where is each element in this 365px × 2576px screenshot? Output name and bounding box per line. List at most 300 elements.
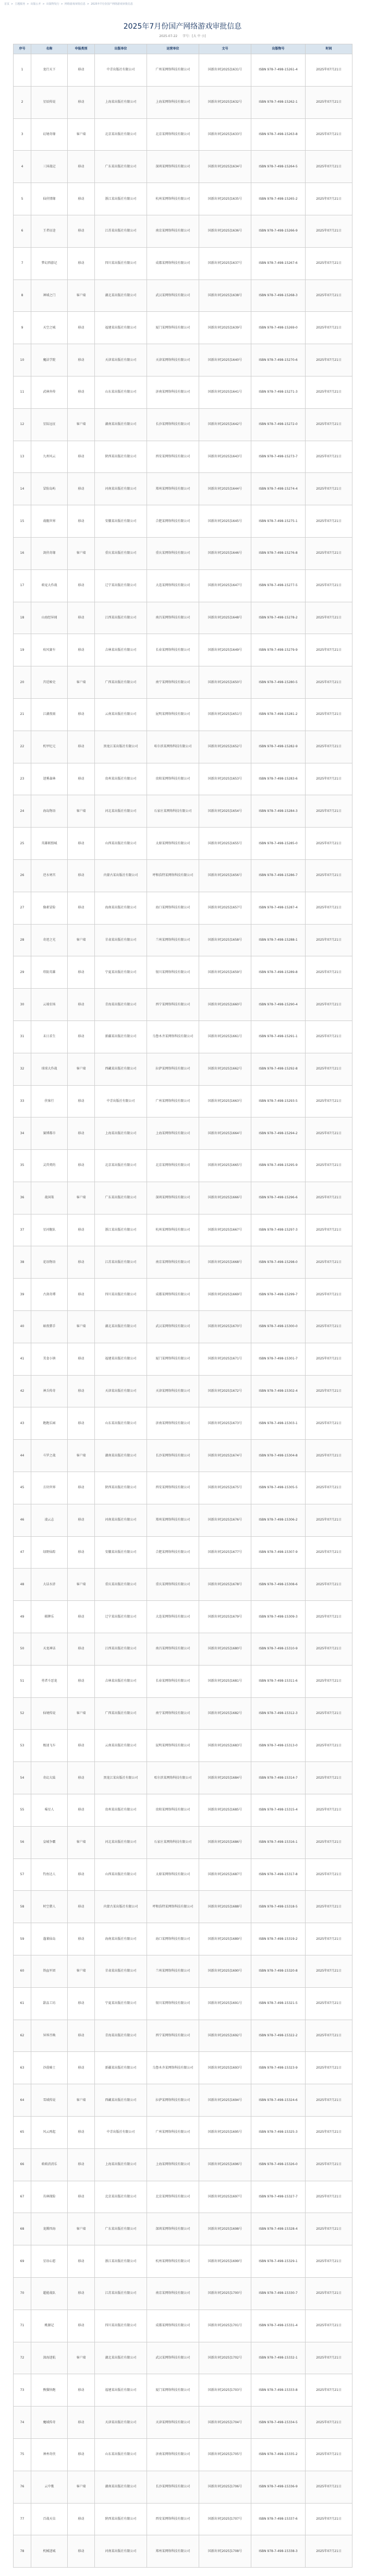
col-category-cell: 移动: [68, 1375, 95, 1407]
col-name-cell: 仙侠情缘: [31, 183, 68, 215]
col-name-cell: 暗夜猎手: [31, 1311, 68, 1343]
col-category-cell: 移动: [68, 2052, 95, 2084]
col-publisher-cell: 湖南某出版社有限公司: [95, 1440, 147, 1472]
col-publisher-cell: 北京某出版社有限公司: [95, 2181, 147, 2213]
table-row: [14, 1246, 352, 1279]
table-row: [14, 1279, 352, 1311]
col-index-cell: 4: [14, 151, 31, 183]
col-approval-no-cell: 国新出审[2025]1683号: [199, 1730, 251, 1762]
col-category-cell: 移动: [68, 731, 95, 763]
col-operator-cell: 拉萨某网络科技有限公司: [147, 2084, 199, 2117]
col-index-cell: 7: [14, 247, 31, 280]
col-publisher-cell: 江苏某出版社有限公司: [95, 215, 147, 247]
col-approval-no-cell: 国新出审[2025]1653号: [199, 763, 251, 795]
col-isbn-cell: ISBN 978-7-498-15311-6: [251, 1665, 306, 1697]
col-name-cell: 战舰世界: [31, 505, 68, 538]
col-approval-no-cell: 国新出审[2025]1634号: [199, 151, 251, 183]
col-name-cell: 球球大作战: [31, 1053, 68, 1085]
table-row: [14, 2310, 352, 2342]
col-date-cell: 2025年07月21日: [306, 859, 352, 892]
col-name-cell: 龙行天下: [31, 54, 68, 87]
col-isbn-cell: ISBN 978-7-498-15322-2: [251, 2020, 306, 2052]
table-row: [14, 1343, 352, 1375]
col-approval-no-cell: 国新出审[2025]1679号: [199, 1601, 251, 1633]
col-publisher-cell: 重庆某出版社有限公司: [95, 1569, 147, 1601]
col-operator-cell: 南宁某网络科技有限公司: [147, 666, 199, 699]
col-name-cell: 奇迹之光: [31, 924, 68, 956]
col-index-cell: 5: [14, 183, 31, 215]
table-row: [14, 763, 352, 795]
col-index-cell: 69: [14, 2245, 31, 2278]
col-category-cell: 移动: [68, 1987, 95, 2020]
col-date-cell: 2025年07月21日: [306, 1375, 352, 1407]
col-operator-cell: 上海某网络科技有限公司: [147, 2148, 199, 2181]
col-publisher-cell: 上海某出版社有限公司: [95, 2148, 147, 2181]
col-approval-no-cell: 国新出审[2025]1632号: [199, 86, 251, 118]
col-name-cell: 魔域传奇: [31, 2407, 68, 2439]
col-isbn-cell: ISBN 978-7-498-15328-4: [251, 2213, 306, 2245]
col-category-cell: 客户端: [68, 2213, 95, 2245]
col-operator-cell: 杭州某网络科技有限公司: [147, 183, 199, 215]
col-category-cell: 客户端: [68, 1697, 95, 1730]
col-operator-cell: 厦门某网络科技有限公司: [147, 1343, 199, 1375]
col-isbn-cell: ISBN 978-7-498-15334-5: [251, 2407, 306, 2439]
col-category-cell: 移动: [68, 1407, 95, 1440]
col-category-cell: 移动: [68, 2277, 95, 2310]
col-isbn-cell: ISBN 978-7-498-15302-4: [251, 1375, 306, 1407]
col-publisher-cell: 北京某出版社有限公司: [95, 1150, 147, 1182]
col-index-cell: 67: [14, 2181, 31, 2213]
col-publisher-cell: 上海某出版社有限公司: [95, 86, 147, 118]
col-isbn-cell: ISBN 978-7-498-15320-8: [251, 1955, 306, 1988]
col-publisher-cell: 山东某出版社有限公司: [95, 1407, 147, 1440]
col-isbn-cell: ISBN 978-7-498-15272-0: [251, 408, 306, 441]
table-row: [14, 1214, 352, 1246]
col-date-cell: 2025年07月21日: [306, 1085, 352, 1117]
col-category-cell: 移动: [68, 2245, 95, 2278]
col-approval-no-cell: 国新出审[2025]1658号: [199, 924, 251, 956]
col-isbn-cell: ISBN 978-7-498-15310-9: [251, 1633, 306, 1666]
col-isbn-cell: ISBN 978-7-498-15293-5: [251, 1085, 306, 1117]
col-name-cell: 战国策: [31, 1182, 68, 1214]
col-publisher-cell: 重庆某出版社有限公司: [95, 537, 147, 569]
col-date-cell: 2025年07月21日: [306, 2503, 352, 2535]
col-index-cell: 37: [14, 1214, 31, 1246]
col-index-cell: 71: [14, 2310, 31, 2342]
table-row: [14, 1858, 352, 1891]
table-row: [14, 1601, 352, 1633]
col-approval-no-cell: 国新出审[2025]1692号: [199, 2020, 251, 2052]
col-operator-cell: 呼和浩特某网络科技有限公司: [147, 859, 199, 892]
font-size-control[interactable]: 字号：[大 中 小]: [182, 34, 206, 38]
col-isbn-cell: ISBN 978-7-498-15297-3: [251, 1214, 306, 1246]
col-isbn-cell: ISBN 978-7-498-15305-5: [251, 1472, 306, 1504]
col-index-cell: 68: [14, 2213, 31, 2245]
col-operator-cell: 济南某网络科技有限公司: [147, 2438, 199, 2471]
col-isbn-cell: ISBN 978-7-498-15291-1: [251, 1020, 306, 1053]
col-index-cell: 8: [14, 280, 31, 312]
table-row: [14, 2245, 352, 2278]
col-date-cell: 2025年07月21日: [306, 989, 352, 1021]
col-date-cell: 2025年07月21日: [306, 602, 352, 634]
col-index-cell: 73: [14, 2374, 31, 2407]
table-row: [14, 2535, 352, 2568]
col-isbn-cell: ISBN 978-7-498-15309-3: [251, 1601, 306, 1633]
col-name-cell: 侠客行: [31, 1085, 68, 1117]
col-date-cell: 2025年07月21日: [306, 118, 352, 151]
col-date-cell: 2025年07月21日: [306, 1697, 352, 1730]
approval-table: [13, 44, 352, 2568]
col-name-cell: 逆水寒宫: [31, 859, 68, 892]
col-index-cell: 75: [14, 2438, 31, 2471]
col-approval-no-cell: 国新出审[2025]1654号: [199, 795, 251, 828]
col-isbn-cell: ISBN 978-7-498-15292-8: [251, 1053, 306, 1085]
col-date-cell: 2025年07月21日: [306, 666, 352, 699]
col-name-cell: 塔防英雄: [31, 956, 68, 989]
col-index-cell: 42: [14, 1375, 31, 1407]
col-operator-cell: 郑州某网络科技有限公司: [147, 1504, 199, 1536]
col-index-cell: 15: [14, 505, 31, 538]
col-publisher-cell: 新疆某出版社有限公司: [95, 1020, 147, 1053]
col-name-cell: 天空之城: [31, 312, 68, 344]
col-approval-no-cell: 国新出审[2025]1686号: [199, 1826, 251, 1858]
col-publisher-cell: 云南某出版社有限公司: [95, 1730, 147, 1762]
col-approval-no-cell: 国新出审[2025]1677号: [199, 1536, 251, 1569]
col-operator-cell: 上海某网络科技有限公司: [147, 1117, 199, 1150]
col-date-cell: 2025年07月21日: [306, 2052, 352, 2084]
col-name-cell: 丛林探险: [31, 2181, 68, 2213]
col-publisher-cell: 山西某出版社有限公司: [95, 828, 147, 860]
col-date-cell: 2025年07月21日: [306, 151, 352, 183]
col-isbn-cell: ISBN 978-7-498-15270-6: [251, 344, 306, 376]
col-publisher-cell: 中青出版社有限公司: [95, 1085, 147, 1117]
col-isbn-cell: ISBN 978-7-498-15296-6: [251, 1182, 306, 1214]
col-isbn-cell: ISBN 978-7-498-15316-1: [251, 1826, 306, 1858]
col-name-cell: 云中歌: [31, 2471, 68, 2503]
col-name-cell: 美食小镇: [31, 1343, 68, 1375]
col-publisher-cell: 安徽某出版社有限公司: [95, 505, 147, 538]
col-publisher-cell: 四川某出版社有限公司: [95, 1279, 147, 1311]
col-operator-cell: 重庆某网络科技有限公司: [147, 537, 199, 569]
col-publisher-cell: 福建某出版社有限公司: [95, 1343, 147, 1375]
table-row: [14, 956, 352, 989]
col-category-cell: 移动: [68, 312, 95, 344]
col-category-cell: 客户端: [68, 2084, 95, 2117]
col-index-cell: 9: [14, 312, 31, 344]
col-date-cell: 2025年07月21日: [306, 86, 352, 118]
col-operator-cell: 贵阳某网络科技有限公司: [147, 1794, 199, 1827]
col-publisher-cell: 河北某出版社有限公司: [95, 795, 147, 828]
col-category-cell: 客户端: [68, 1569, 95, 1601]
col-approval-no-cell: 国新出审[2025]1682号: [199, 1697, 251, 1730]
table-row: [14, 569, 352, 602]
col-isbn-cell: ISBN 978-7-498-15307-9: [251, 1536, 306, 1569]
col-isbn-cell: ISBN 978-7-498-15332-1: [251, 2342, 306, 2374]
col-date-cell: 2025年07月21日: [306, 763, 352, 795]
col-name-cell: 星辰传说: [31, 86, 68, 118]
table-row: [14, 1665, 352, 1697]
col-publisher-cell: 吉林某出版社有限公司: [95, 1665, 147, 1697]
col-category-cell: 客户端: [68, 795, 95, 828]
col-approval-no-cell: 国新出审[2025]1631号: [199, 54, 251, 87]
col-category-cell: 移动: [68, 1601, 95, 1633]
col-publisher-cell: 四川某出版社有限公司: [95, 247, 147, 280]
breadcrumb-item[interactable]: 首页: [4, 3, 10, 6]
col-index-cell: 30: [14, 989, 31, 1021]
col-publisher-cell: 浙江某出版社有限公司: [95, 183, 147, 215]
breadcrumb-separator: >: [60, 3, 63, 6]
col-operator-cell: 海口某网络科技有限公司: [147, 892, 199, 924]
col-approval-no-cell: 国新出审[2025]1706号: [199, 2471, 251, 2503]
col-isbn-cell: ISBN 978-7-498-15304-8: [251, 1440, 306, 1472]
col-operator-cell: 广州某网络科技有限公司: [147, 54, 199, 87]
table-row: [14, 1891, 352, 1923]
col-approval-no-cell: 国新出审[2025]1645号: [199, 505, 251, 538]
col-operator-cell: 南京某网络科技有限公司: [147, 1246, 199, 1279]
col-date-cell: 2025年07月21日: [306, 795, 352, 828]
col-index-cell: 74: [14, 2407, 31, 2439]
col-isbn-cell: ISBN 978-7-498-15263-8: [251, 118, 306, 151]
col-index-cell: 47: [14, 1536, 31, 1569]
col-isbn-cell: ISBN 978-7-498-15303-1: [251, 1407, 306, 1440]
col-category-cell: 移动: [68, 989, 95, 1021]
col-operator-cell: 南京某网络科技有限公司: [147, 215, 199, 247]
col-operator-cell: 广州某网络科技有限公司: [147, 1085, 199, 1117]
col-operator-cell: 天津某网络科技有限公司: [147, 344, 199, 376]
col-index-cell: 61: [14, 1987, 31, 2020]
col-date-cell: 2025年07月21日: [306, 828, 352, 860]
col-name-cell: 绿野仙踪: [31, 1536, 68, 1569]
col-category-cell: 客户端: [68, 280, 95, 312]
col-isbn-cell: ISBN 978-7-498-15321-5: [251, 1987, 306, 2020]
col-name-cell: 雪域传说: [31, 2084, 68, 2117]
col-name-cell: 时空猎人: [31, 1891, 68, 1923]
col-operator-cell: 哈尔滨某网络科技有限公司: [147, 1762, 199, 1794]
col-isbn-cell: ISBN 978-7-498-15266-9: [251, 215, 306, 247]
col-index-cell: 64: [14, 2084, 31, 2117]
col-publisher-cell: 北京某出版社有限公司: [95, 118, 147, 151]
col-category-cell: 移动: [68, 2374, 95, 2407]
col-date-cell: 2025年07月21日: [306, 634, 352, 666]
col-publisher-cell: 河南某出版社有限公司: [95, 2535, 147, 2568]
table-row: [14, 1794, 352, 1827]
col-category-cell: 客户端: [68, 1955, 95, 1988]
col-name-cell: 桃源记: [31, 2310, 68, 2342]
col-isbn-cell: ISBN 978-7-498-15267-6: [251, 247, 306, 280]
col-publisher-cell: 贵州某出版社有限公司: [95, 763, 147, 795]
col-publisher-cell: 海南某出版社有限公司: [95, 892, 147, 924]
approval-table-container: [13, 44, 352, 2568]
col-publisher-cell: 湖北某出版社有限公司: [95, 1311, 147, 1343]
col-category-cell: 客户端: [68, 666, 95, 699]
col-date-cell: 2025年07月21日: [306, 1601, 352, 1633]
col-name-cell: 萌萌消消乐: [31, 2148, 68, 2181]
col-index-cell: 18: [14, 602, 31, 634]
col-date-cell: 2025年07月21日: [306, 892, 352, 924]
col-date-cell: 2025年07月21日: [306, 2374, 352, 2407]
col-approval-no-cell: 国新出审[2025]1693号: [199, 2052, 251, 2084]
col-name-cell: 神州奇侠: [31, 2438, 68, 2471]
table-row: [14, 1923, 352, 1955]
col-publisher-cell: 天津某出版社有限公司: [95, 1375, 147, 1407]
col-approval-no-cell: 国新出审[2025]1639号: [199, 312, 251, 344]
col-publisher-cell: 西藏某出版社有限公司: [95, 2084, 147, 2117]
col-category-cell: 移动: [68, 215, 95, 247]
col-name-cell: 魔法学院: [31, 344, 68, 376]
table-row: [14, 86, 352, 118]
table-row: [14, 344, 352, 376]
col-index-cell: 38: [14, 1246, 31, 1279]
col-approval-no-cell: 国新出审[2025]1681号: [199, 1665, 251, 1697]
col-date-cell: 2025年07月21日: [306, 280, 352, 312]
col-isbn-cell: ISBN 978-7-498-15319-2: [251, 1923, 306, 1955]
col-isbn-cell: ISBN 978-7-498-15285-0: [251, 828, 306, 860]
col-operator-cell: 上海某网络科技有限公司: [147, 86, 199, 118]
col-name-cell: 跑跑乐园: [31, 1407, 68, 1440]
breadcrumb-item[interactable]: 出版物发行: [46, 3, 59, 6]
col-approval-no-cell: 国新出审[2025]1636号: [199, 215, 251, 247]
col-category-cell: 客户端: [68, 408, 95, 441]
col-category-cell: 客户端: [68, 1826, 95, 1858]
col-approval-no-cell: 国新出审[2025]1672号: [199, 1375, 251, 1407]
col-publisher-cell: 山东某出版社有限公司: [95, 376, 147, 408]
col-approval-no-cell: 国新出审[2025]1700号: [199, 2277, 251, 2310]
col-category-cell: 移动: [68, 2407, 95, 2439]
col-index-cell: 34: [14, 1117, 31, 1150]
col-publisher-cell: 河南某出版社有限公司: [95, 473, 147, 505]
col-index-cell: 11: [14, 376, 31, 408]
table-row: [14, 118, 352, 151]
col-isbn-cell: ISBN 978-7-498-15326-0: [251, 2148, 306, 2181]
col-name-cell: 山海经异闻: [31, 602, 68, 634]
col-isbn-cell: ISBN 978-7-498-15283-6: [251, 763, 306, 795]
table-row: [14, 2503, 352, 2535]
col-index-header: 序号: [14, 44, 31, 54]
col-operator-cell: 南宁某网络科技有限公司: [147, 1697, 199, 1730]
col-approval-no-cell: 国新出审[2025]1684号: [199, 1762, 251, 1794]
col-publisher-cell: 辽宁某出版社有限公司: [95, 1601, 147, 1633]
col-publisher-cell: 内蒙古某出版社有限公司: [95, 859, 147, 892]
col-isbn-cell: ISBN 978-7-498-15264-5: [251, 151, 306, 183]
col-operator-cell: 北京某网络科技有限公司: [147, 118, 199, 151]
col-publisher-cell: 广西某出版社有限公司: [95, 1697, 147, 1730]
col-operator-cell: 杭州某网络科技有限公司: [147, 1214, 199, 1246]
col-operator-cell: 乌鲁木齐某网络科技有限公司: [147, 1020, 199, 1053]
col-approval-no-cell: 国新出审[2025]1649号: [199, 634, 251, 666]
col-publisher-cell: 湖南某出版社有限公司: [95, 2471, 147, 2503]
table-row: [14, 473, 352, 505]
col-isbn-cell: ISBN 978-7-498-15335-2: [251, 2438, 306, 2471]
col-category-cell: 移动: [68, 1923, 95, 1955]
col-name-cell: 棋牌乐: [31, 1601, 68, 1633]
col-operator-cell: 合肥某网络科技有限公司: [147, 505, 199, 538]
col-index-cell: 26: [14, 859, 31, 892]
table-row: [14, 2374, 352, 2407]
col-isbn-cell: ISBN 978-7-498-15294-2: [251, 1117, 306, 1150]
col-publisher-cell: 江西某出版社有限公司: [95, 602, 147, 634]
col-approval-no-cell: 国新出审[2025]1657号: [199, 892, 251, 924]
col-date-cell: 2025年07月21日: [306, 473, 352, 505]
col-name-cell: 迷雾森林: [31, 763, 68, 795]
col-approval-no-cell: 国新出审[2025]1687号: [199, 1858, 251, 1891]
col-publisher-cell: 广东某出版社有限公司: [95, 151, 147, 183]
col-isbn-cell: ISBN 978-7-498-15313-0: [251, 1730, 306, 1762]
col-category-cell: 客户端: [68, 1182, 95, 1214]
col-name-cell: 花语物语: [31, 1246, 68, 1279]
col-date-cell: 2025年07月21日: [306, 2277, 352, 2310]
col-operator-cell: 长沙某网络科技有限公司: [147, 1440, 199, 1472]
col-category-cell: 客户端: [68, 118, 95, 151]
col-publisher-cell: 湖南某出版社有限公司: [95, 408, 147, 441]
table-row: [14, 1504, 352, 1536]
table-row: [14, 280, 352, 312]
col-approval-no-cell: 国新出审[2025]1676号: [199, 1504, 251, 1536]
col-date-cell: 2025年07月21日: [306, 1472, 352, 1504]
col-publisher-cell: 山西某出版社有限公司: [95, 1858, 147, 1891]
col-date-cell: 2025年07月21日: [306, 2438, 352, 2471]
col-date-cell: 2025年07月21日: [306, 1858, 352, 1891]
col-date-cell: 2025年07月21日: [306, 1440, 352, 1472]
col-index-cell: 44: [14, 1440, 31, 1472]
col-index-cell: 20: [14, 666, 31, 699]
col-index-cell: 78: [14, 2535, 31, 2568]
col-approval-no-cell: 国新出审[2025]1701号: [199, 2310, 251, 2342]
col-date-cell: 2025年07月21日: [306, 1279, 352, 1311]
col-approval-no-cell: 国新出审[2025]1663号: [199, 1085, 251, 1117]
col-index-cell: 77: [14, 2503, 31, 2535]
col-approval-no-cell: 国新出审[2025]1638号: [199, 280, 251, 312]
col-name-cell: 奇幻大陆: [31, 1762, 68, 1794]
breadcrumb-item[interactable]: 出版公开: [30, 3, 41, 6]
col-name-cell: 钓鱼达人: [31, 1858, 68, 1891]
col-publisher-cell: 福建某出版社有限公司: [95, 2374, 147, 2407]
col-index-cell: 25: [14, 828, 31, 860]
col-index-cell: 43: [14, 1407, 31, 1440]
col-publisher-header: 出版单位: [95, 44, 147, 54]
col-name-cell: 喵星人: [31, 1794, 68, 1827]
col-category-cell: 移动: [68, 569, 95, 602]
col-isbn-cell: ISBN 978-7-498-15299-7: [251, 1279, 306, 1311]
col-index-cell: 60: [14, 1955, 31, 1988]
col-operator-cell: 长沙某网络科技有限公司: [147, 408, 199, 441]
col-publisher-cell: 西藏某出版社有限公司: [95, 1053, 147, 1085]
table-row: [14, 1730, 352, 1762]
col-index-cell: 13: [14, 441, 31, 473]
col-index-cell: 76: [14, 2471, 31, 2503]
col-date-cell: 2025年07月21日: [306, 2471, 352, 2503]
table-row: [14, 1182, 352, 1214]
table-row: [14, 859, 352, 892]
col-name-cell: 海岛物语: [31, 795, 68, 828]
col-category-cell: 移动: [68, 2438, 95, 2471]
col-isbn-cell: ISBN 978-7-498-15324-6: [251, 2084, 306, 2117]
table-row: [14, 2342, 352, 2374]
col-approval-no-cell: 国新出审[2025]1641号: [199, 376, 251, 408]
col-name-cell: 甜品工坊: [31, 1987, 68, 2020]
breadcrumb-item[interactable]: 网络游戏审批信息: [64, 3, 86, 6]
col-index-cell: 27: [14, 892, 31, 924]
col-isbn-cell: ISBN 978-7-498-15298-0: [251, 1246, 306, 1279]
col-publisher-cell: 甘肃某出版社有限公司: [95, 1955, 147, 1988]
table-row: [14, 54, 352, 87]
col-publisher-cell: 甘肃某出版社有限公司: [95, 924, 147, 956]
col-date-cell: 2025年07月21日: [306, 408, 352, 441]
breadcrumb-item[interactable]: 主题服务: [15, 3, 26, 6]
col-operator-cell: 西宁某网络科技有限公司: [147, 2020, 199, 2052]
col-approval-no-cell: 国新出审[2025]1655号: [199, 828, 251, 860]
table-row: [14, 1955, 352, 1988]
col-date-cell: 2025年07月21日: [306, 1633, 352, 1666]
